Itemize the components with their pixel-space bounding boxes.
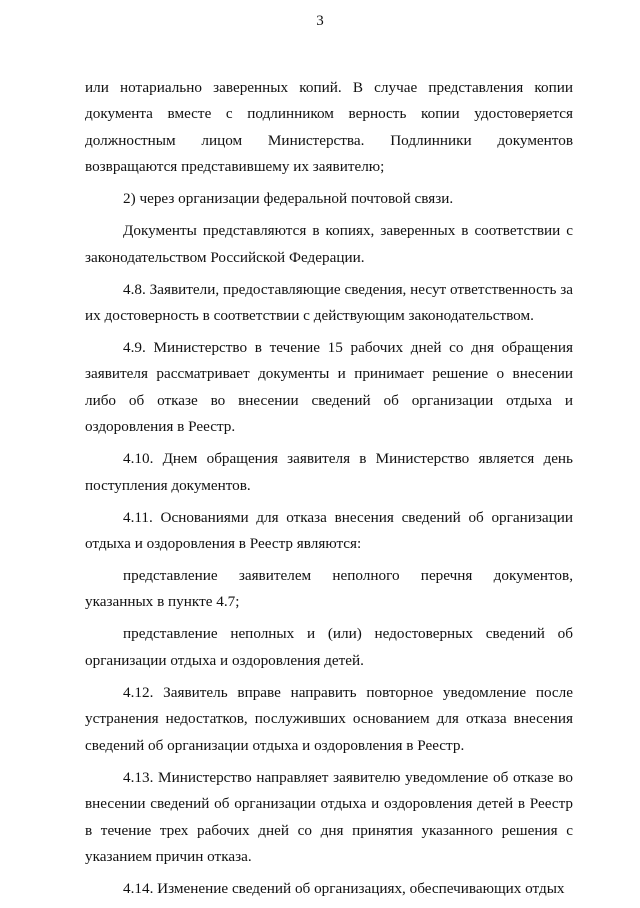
paragraph-postal: 2) через организации федеральной почтовой связи. <box>123 190 454 208</box>
paragraph-4-14: 4.14. Изменение сведений об организациях, обеспечивающих отдых <box>123 879 565 897</box>
paragraph-incomplete-list: представление заявителем неполного перечня документов, указанных в пункте 4.7; <box>85 567 573 611</box>
paragraph-4-10: 4.10. Днем обращения заявителя в Министерство является день поступления документов. <box>85 450 573 494</box>
page-number: 3 <box>316 13 324 29</box>
paragraph-4-13: 4.13. Министерство направляет заявителю уведомление об отказе во внесении сведений об организации отдыха и оздоровления детей в Реестр в течение трех рабочих дней со дня принятия указанного решения с указанием причин отказа. <box>85 768 573 865</box>
document-body <box>85 75 573 908</box>
paragraph-4-9: 4.9. Министерство в течение 15 рабочих дней со дня обращения заявителя рассматривает документы и принимает решение о внесении либо об отказе во внесении сведений об организации отдыха и оздоровления в Реестр. <box>85 339 573 436</box>
paragraph-continuation: или нотариально заверенных копий. В случае представления копии документа вместе с подлинником верность копии удостоверяется должностным лицом Министерства. Подлинники документов возвращаются представившему их заявителю; <box>85 79 573 176</box>
paragraph-4-12: 4.12. Заявитель вправе направить повторное уведомление после устранения недостатков, послуживших основанием для отказа внесения сведений об организации отдыха и оздоровления в Реестр. <box>85 683 573 754</box>
paragraph-copies: Документы представляются в копиях, заверенных в соответствии с законодательством Российской Федерации. <box>85 222 573 266</box>
paragraph-4-8: 4.8. Заявители, предоставляющие сведения, несут ответственность за их достоверность в соответствии с действующим законодательством. <box>85 280 573 325</box>
paragraph-incomplete-info: представление неполных и (или) недостоверных сведений об организации отдыха и оздоровления детей. <box>85 625 573 669</box>
paragraph-4-11: 4.11. Основаниями для отказа внесения сведений об организации отдыха и оздоровления в Реестр являются: <box>85 508 573 553</box>
